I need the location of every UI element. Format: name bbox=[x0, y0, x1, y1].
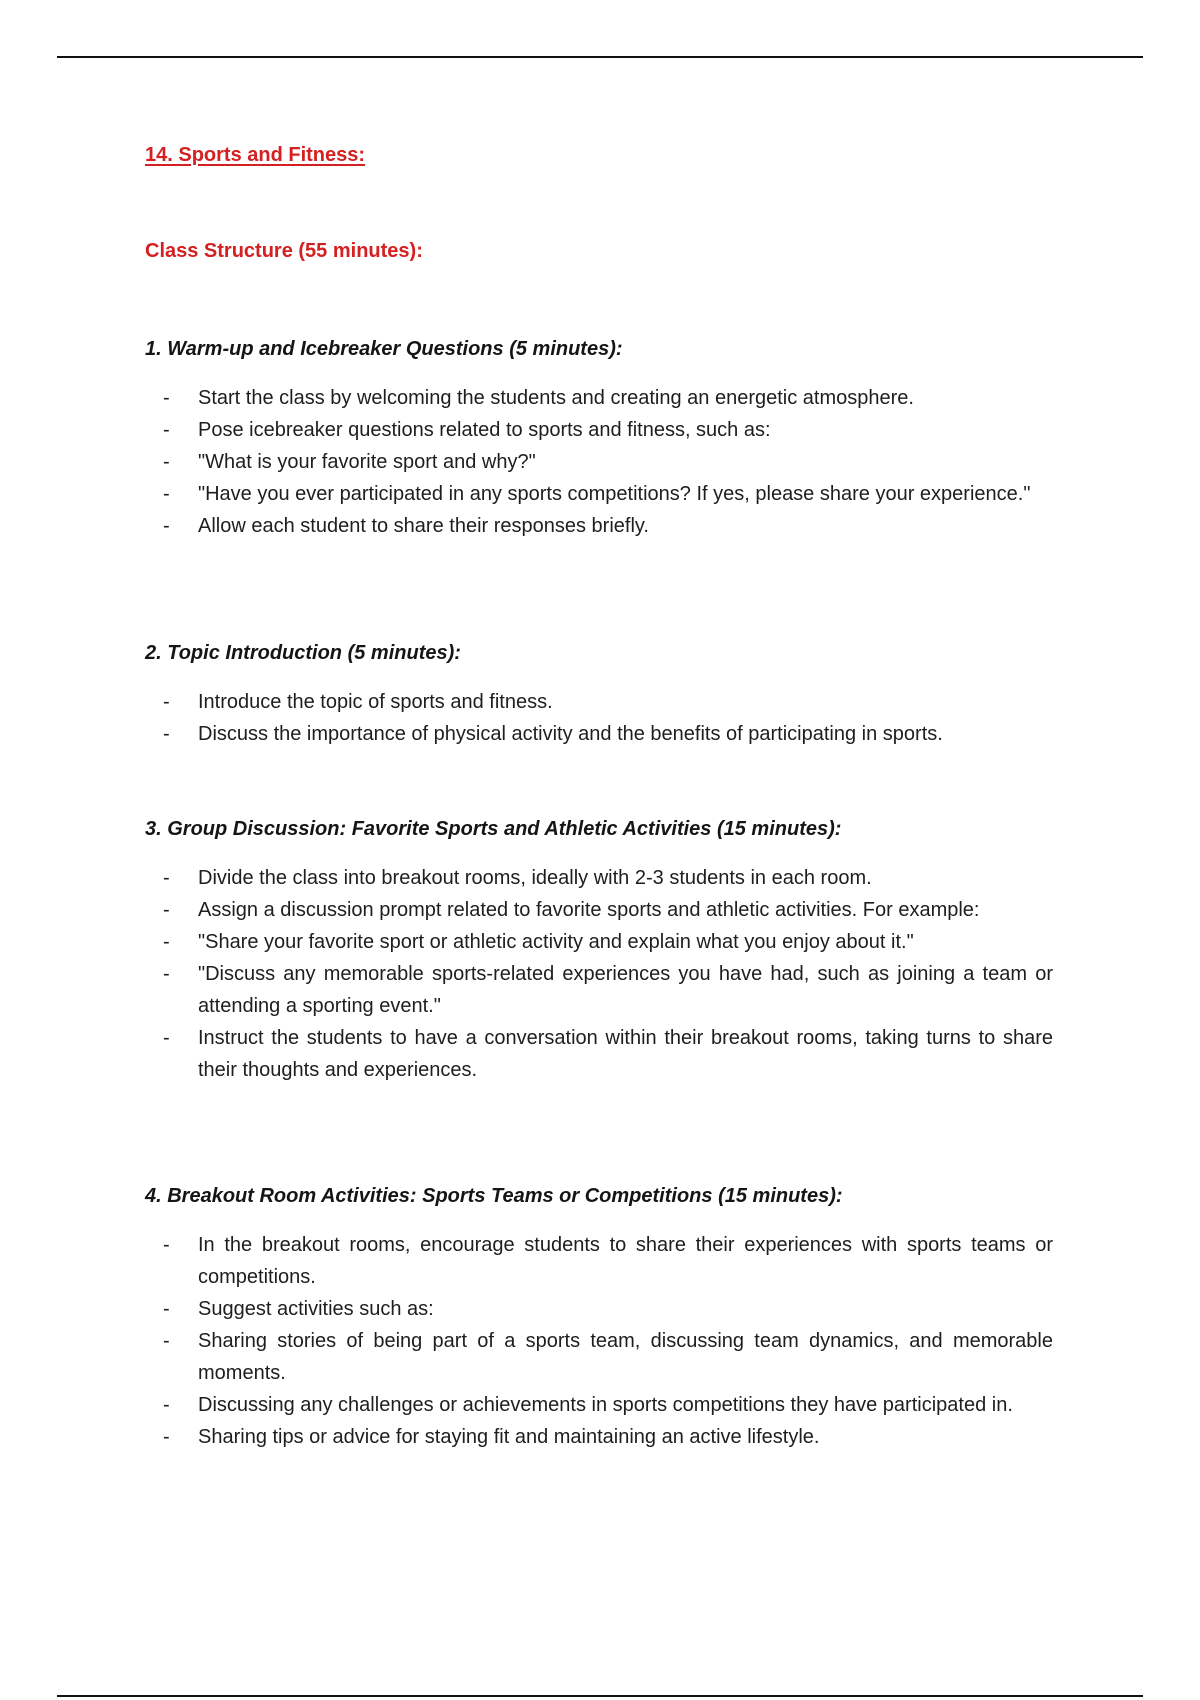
list-item bbox=[145, 686, 1053, 718]
list-item bbox=[145, 894, 1053, 926]
bullet-dash: - bbox=[163, 963, 170, 985]
list-item-text: Suggest activities such as: bbox=[198, 1298, 434, 1320]
list-item bbox=[145, 958, 1053, 1022]
bullet-list bbox=[145, 1229, 1053, 1453]
section-heading: 2. Topic Introduction (5 minutes): bbox=[145, 642, 461, 664]
class-structure-heading: Class Structure (55 minutes): bbox=[145, 240, 423, 262]
bullet-dash: - bbox=[163, 1027, 170, 1049]
list-item-text: Assign a discussion prompt related to favorite sports and athletic activities. For example: bbox=[198, 899, 980, 921]
list-item bbox=[145, 382, 1053, 414]
bullet-dash: - bbox=[163, 1234, 170, 1256]
list-item-text: "Share your favorite sport or athletic activity and explain what you enjoy about it." bbox=[198, 931, 914, 953]
bullet-dash: - bbox=[163, 419, 170, 441]
bullet-dash: - bbox=[163, 1426, 170, 1448]
list-item bbox=[145, 414, 1053, 446]
footer-rule bbox=[57, 1695, 1143, 1697]
bullet-dash: - bbox=[163, 1394, 170, 1416]
list-item-text: Discuss the importance of physical activity and the benefits of participating in sports. bbox=[198, 723, 943, 745]
bullet-dash: - bbox=[163, 691, 170, 713]
list-item bbox=[145, 926, 1053, 958]
section-warm-up bbox=[145, 336, 1053, 542]
list-item bbox=[145, 1421, 1053, 1453]
list-item-text: Sharing tips or advice for staying fit and maintaining an active lifestyle. bbox=[198, 1426, 820, 1448]
bullet-dash: - bbox=[163, 451, 170, 473]
list-item bbox=[145, 862, 1053, 894]
list-item-text: Sharing stories of being part of a sports team, discussing team dynamics, and memorable moments. bbox=[198, 1330, 1053, 1384]
section-heading: 3. Group Discussion: Favorite Sports and Athletic Activities (15 minutes): bbox=[145, 818, 842, 840]
list-item bbox=[145, 510, 1053, 542]
list-item-text: Allow each student to share their responses briefly. bbox=[198, 515, 649, 537]
header-rule bbox=[57, 56, 1143, 58]
bullet-dash: - bbox=[163, 515, 170, 537]
list-item bbox=[145, 1325, 1053, 1389]
section-group-discussion bbox=[145, 816, 1053, 1086]
list-item bbox=[145, 478, 1053, 510]
list-item-text: "What is your favorite sport and why?" bbox=[198, 451, 536, 473]
bullet-list bbox=[145, 862, 1053, 1086]
list-item bbox=[145, 1229, 1053, 1293]
list-item bbox=[145, 1293, 1053, 1325]
list-item-text: Instruct the students to have a conversation within their breakout rooms, taking turns to share their thoughts and experiences. bbox=[198, 1027, 1053, 1081]
bullet-list bbox=[145, 382, 1053, 542]
section-topic-introduction bbox=[145, 640, 1053, 750]
bullet-dash: - bbox=[163, 387, 170, 409]
bullet-list bbox=[145, 686, 1053, 750]
bullet-dash: - bbox=[163, 899, 170, 921]
list-item bbox=[145, 718, 1053, 750]
list-item-text: Start the class by welcoming the students and creating an energetic atmosphere. bbox=[198, 387, 914, 409]
list-item bbox=[145, 1389, 1053, 1421]
list-item-text: Introduce the topic of sports and fitness. bbox=[198, 691, 553, 713]
list-item bbox=[145, 1022, 1053, 1086]
list-item-text: "Have you ever participated in any sports competitions? If yes, please share your experience." bbox=[198, 483, 1031, 505]
section-heading: 1. Warm-up and Icebreaker Questions (5 minutes): bbox=[145, 338, 623, 360]
bullet-dash: - bbox=[163, 723, 170, 745]
list-item-text: "Discuss any memorable sports-related experiences you have had, such as joining a team or attending a sporting event." bbox=[198, 963, 1053, 1017]
bullet-dash: - bbox=[163, 867, 170, 889]
bullet-dash: - bbox=[163, 1330, 170, 1352]
page-title: 14. Sports and Fitness: bbox=[145, 144, 366, 166]
section-breakout-room-activities bbox=[145, 1183, 1053, 1453]
list-item-text: In the breakout rooms, encourage students to share their experiences with sports teams or competitions. bbox=[198, 1234, 1053, 1288]
list-item-text: Divide the class into breakout rooms, ideally with 2-3 students in each room. bbox=[198, 867, 872, 889]
bullet-dash: - bbox=[163, 483, 170, 505]
bullet-dash: - bbox=[163, 931, 170, 953]
list-item-text: Discussing any challenges or achievements in sports competitions they have participated in. bbox=[198, 1394, 1013, 1416]
list-item-text: Pose icebreaker questions related to sports and fitness, such as: bbox=[198, 419, 771, 441]
section-heading: 4. Breakout Room Activities: Sports Teams or Competitions (15 minutes): bbox=[145, 1185, 843, 1207]
bullet-dash: - bbox=[163, 1298, 170, 1320]
list-item bbox=[145, 446, 1053, 478]
